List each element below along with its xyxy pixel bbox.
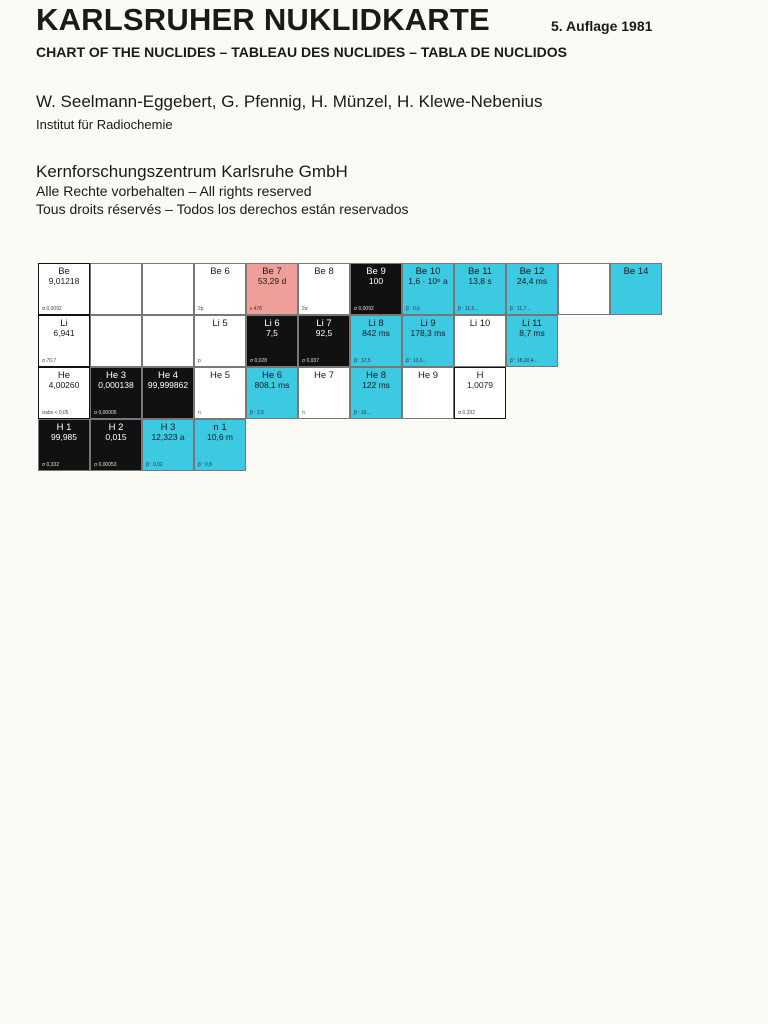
upper-cell-he-4 [142,367,194,419]
nuclide-symbol: He 9 [417,370,439,381]
nuclide-symbol: Be 11 [467,266,493,277]
nuclide-symbol: He 8 [365,370,387,381]
chart-subtitle: CHART OF THE NUCLIDES – TABLEAU DES NUCLIDES – TABLA DE NUCLIDOS [36,44,567,60]
nuclide-value: 92,5 [315,328,333,338]
upper-cell-n-1 [194,419,246,471]
research-center-line: Kernforschungszentrum Karlsruhe GmbH [36,162,348,181]
authors-line: W. Seelmann-Eggebert, G. Pfennig, H. Münzel, H. Klewe-Nebenius [36,92,543,111]
nuclide-value: 10,6 m [207,432,233,442]
rights-line-1: Alle Rechte vorbehalten – All rights reserved [36,183,312,199]
nuclide-value: 24,4 ms [516,276,548,286]
nuclide-note: 2α [302,306,308,312]
nuclide-symbol: Be 7 [262,266,282,277]
upper-cell-empty [90,263,142,315]
upper-cell-li-9 [402,315,454,367]
edition-label: 5. Auflage 1981 [551,18,653,34]
nuclide-symbol: Be 9 [366,266,386,277]
nuclide-symbol: He 5 [209,370,231,381]
nuclide-note: β⁻ 10... [354,410,371,416]
nuclide-value: 8,7 ms [519,328,545,338]
upper-cell-empty [142,315,194,367]
nuclide-note: n [198,410,201,416]
nuclide-symbol: Li 11 [522,318,542,329]
upper-cell-be-8 [298,263,350,315]
nuclide-note: β⁻ 13,6... [406,358,427,364]
nuclide-note: 2p [198,306,204,312]
nuclide-note: β⁻ 0,02 [146,462,163,468]
upper-cell-h-1 [38,419,90,471]
nuclide-symbol: H [476,370,484,381]
nuclide-symbol: Be 6 [210,266,230,277]
nuclide-value: 1,0079 [467,380,493,390]
nuclide-value: 100 [368,276,384,286]
nuclide-symbol: Li 5 [212,318,228,329]
nuclide-note: β⁻ 18,20,4... [510,358,538,364]
nuclide-note: β⁻ 0,6 [406,306,420,312]
nuclide-note: p [198,358,201,364]
nuclide-note: σ 70,7 [42,358,57,364]
upper-cell-empty [142,263,194,315]
nuclide-symbol: He 7 [313,370,335,381]
nuclide-value: 808,1 ms [254,380,290,390]
upper-cell-he-3 [90,367,142,419]
nuclide-value: 842 ms [362,328,390,338]
nuclide-value: 13,8 s [468,276,492,286]
upper-cell-li-7 [298,315,350,367]
nuclide-note: β⁻ 3,5 [250,410,264,416]
upper-cell-li-10 [454,315,506,367]
upper-cell-he [38,367,90,419]
upper-cell-li-11 [506,315,558,367]
upper-cell-li-5 [194,315,246,367]
nuclide-value: 4,00260 [48,380,80,390]
nuclide-value: 178,3 ms [410,328,446,338]
nuclide-note: σabs < 0,05 [42,410,69,416]
nuclide-value: 122 ms [362,380,390,390]
nuclide-value: 1,6 · 10⁶ a [408,276,448,286]
nuclide-value: 12,323 a [151,432,185,442]
nuclide-symbol: He [57,370,71,381]
nuclide-symbol: Be [58,266,70,277]
upper-cell-he-7 [298,367,350,419]
nuclide-note: ε 478 [250,306,262,312]
upper-cell-be-10 [402,263,454,315]
nuclide-note: n [302,410,305,416]
nuclide-note: σ 0,0092 [354,306,374,312]
nuclide-note: β⁻ 0,8 [198,462,212,468]
nuclide-symbol: Li [60,318,68,329]
nuclide-symbol: Li 9 [420,318,436,329]
nuclide-symbol: Be 12 [519,266,545,277]
upper-cell-he-5 [194,367,246,419]
nuclide-value: 6,941 [53,328,75,338]
nuclide-symbol: H 3 [160,422,176,433]
upper-cell-be-11 [454,263,506,315]
chart-title: KARLSRUHER NUKLIDKARTE [36,2,490,37]
upper-cell-be-6 [194,263,246,315]
institute-line: Institut für Radiochemie [36,117,173,132]
nuclide-note: σ 0,00005 [94,410,117,416]
nuclide-value: 99,999862 [147,380,189,390]
nuclide-symbol: Li 8 [368,318,384,329]
upper-cell-he-8 [350,367,402,419]
upper-cell-be-12 [506,263,558,315]
nuclide-note: σ 0,028 [250,358,267,364]
nuclide-symbol: He 6 [261,370,283,381]
nuclide-note: σ 0,037 [302,358,319,364]
upper-cell-h-2 [90,419,142,471]
upper-cell-empty [558,263,610,315]
nuclide-symbol: Li 7 [316,318,332,329]
nuclide-value: 99,985 [51,432,77,442]
nuclide-symbol: Be 8 [314,266,334,277]
nuclide-note: β⁻ 11,5... [458,306,479,312]
upper-cell-h [454,367,506,419]
nuclide-value: 9,01218 [48,276,80,286]
nuclide-symbol: H 1 [56,422,72,433]
nuclide-symbol: He 3 [105,370,127,381]
nuclide-value: 0,015 [105,432,127,442]
upper-cell-h-3 [142,419,194,471]
nuclide-value: 0,000138 [98,380,134,390]
nuclide-symbol: Li 10 [469,318,491,329]
nuclide-note: σ 0,00053 [94,462,117,468]
nuclide-note: σ 0,332 [42,462,59,468]
rights-line-2: Tous droits réservés – Todos los derechos están reservados [36,201,409,217]
nuclide-symbol: Be 10 [415,266,441,277]
upper-cell-be-7 [246,263,298,315]
upper-cell-be-9 [350,263,402,315]
upper-cell-he-9 [402,367,454,419]
nuclide-note: β⁻ 11,7... [510,306,531,312]
upper-cell-be [38,263,90,315]
nuclide-note: σ 0,0092 [42,306,62,312]
nuclide-symbol: H 2 [108,422,124,433]
upper-cell-li-6 [246,315,298,367]
upper-cell-li-8 [350,315,402,367]
nuclide-value: 53,29 d [257,276,287,286]
upper-cell-be-14 [610,263,662,315]
nuclide-note: σ 0,332 [458,410,475,416]
upper-cell-li [38,315,90,367]
nuclide-symbol: Li 6 [264,318,280,329]
nuclide-note: β⁻ 12,5 [354,358,371,364]
upper-cell-empty [90,315,142,367]
nuclide-value: 7,5 [266,328,278,338]
upper-cell-he-6 [246,367,298,419]
nuclide-symbol: He 4 [157,370,179,381]
nuclide-symbol: n 1 [213,422,227,433]
nuclide-symbol: Be 14 [623,266,649,277]
